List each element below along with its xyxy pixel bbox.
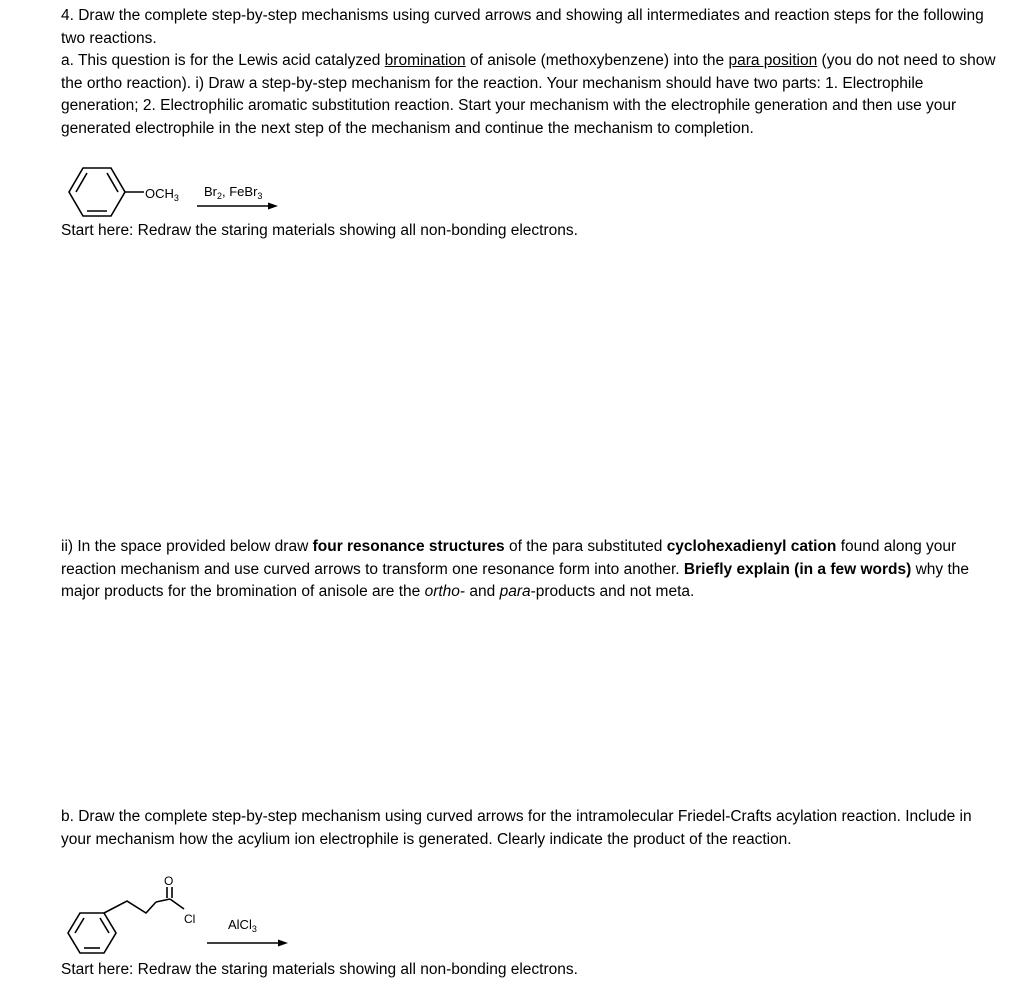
question-intro: 4. Draw the complete step-by-step mechanisms using curved arrows and showing all intermediates and reaction steps for the following two reactions. (61, 7, 984, 47)
part-a-ii-text: ii) In the space provided below draw four resonance structures of the para substituted cyclohexadienyl cation found along your reaction mechanism and use curved arrows to transform one resonance form into another. Briefly explain (in a few words) why the major products for the bromination of anisole are the ortho- and para-products and not meta. (61, 538, 970, 601)
part-a-text: a. This question is for the Lewis acid catalyzed bromination of anisole (methoxybenzene) into the para position (you do not need to show the ortho reaction). i) Draw a step-by-step mechanism for the reaction. Your mechanism should have two parts: 1. Electrophile generation; 2. Electrophilic aromatic substitution reaction. Start your mechanism with the electrophile generation and then use your generated electrophile in the next step of the mechanism and continue the mechanism to completion. (61, 52, 996, 137)
chlorine-label: Cl (184, 912, 196, 926)
part-b-text: b. Draw the complete step-by-step mechanism using curved arrows for the intramolecular Friedel-Crafts acylation reaction. Include in your mechanism how the acylium ion electrophile is generated. Clearly indicate the product of the reaction. (61, 808, 972, 848)
methoxy-label: $OCH_3$ (145, 186, 179, 203)
friedel-crafts-reaction-scheme (60, 873, 300, 955)
benzene-ring (68, 887, 184, 953)
reagent-label-2: AlCl$_3$ (228, 917, 257, 934)
reagent-label-1: $Br_2$, FeBr$_3$ (204, 184, 263, 201)
benzene-ring (69, 168, 144, 216)
anisole-reaction-scheme (60, 160, 300, 222)
start-here-instruction-1: Start here: Redraw the staring materials showing all non-bonding electrons. (61, 222, 578, 239)
start-here-instruction-2: Start here: Redraw the staring materials showing all non-bonding electrons. (61, 961, 578, 978)
oxygen-label: O (164, 874, 174, 888)
